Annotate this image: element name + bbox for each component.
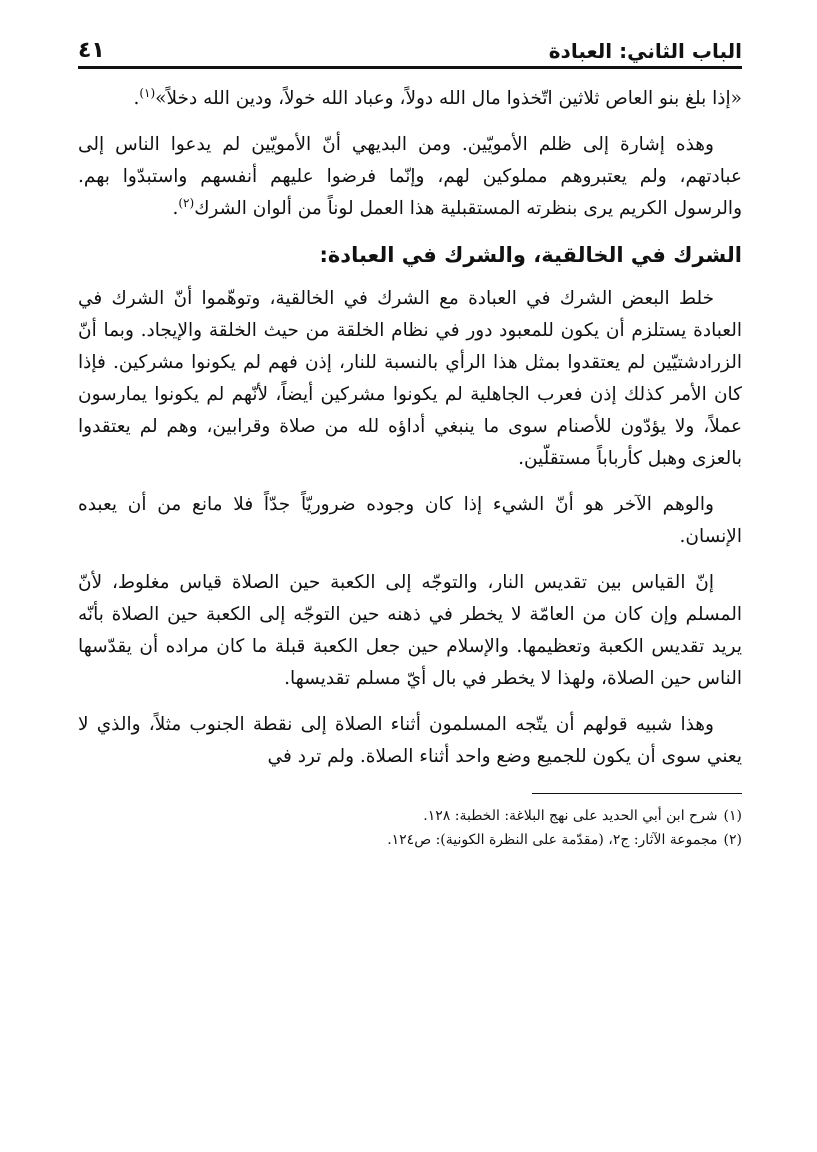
paragraph-text: وهذه إشارة إلى ظلم الأمويّين. ومن البديهي أنّ الأمويّين لم يدعوا الناس إلى عبادتهم، ولم يعتبروهم مملوكين لهم، وإنّما فرضوا عليهم أنفسهم واستبدّوا بهم. والرسول الكريم يرى بنظرته المستقبلية هذا العمل لوناً من ألوان الشرك (78, 134, 742, 219)
footnote-text: مجموعة الآثار: ج٢، (مقدّمة على النظرة الكونية): ص١٢٤. (387, 832, 718, 848)
footnote-ref-1: (١) (139, 85, 156, 100)
footnote (78, 828, 742, 852)
book-page (78, 28, 742, 1128)
page-header (78, 28, 742, 69)
paragraph-tail: . (172, 198, 179, 219)
footnote-separator (532, 793, 742, 794)
paragraph: خلط البعض الشرك في العبادة مع الشرك في الخالقية، وتوهّموا أنّ الشرك في العبادة يستلزم أن يكون للمعبود دور في نظام الخلقة من حيث الخلقة والإيجاد. وبما أنّ الزرادشتيّين لم يعتقدوا بمثل هذا الرأي بالنسبة للنار، إذن فهم لم يكونوا مشركين. فإذا كان الأمر كذلك إذن فعرب الجاهلية لم يكونوا مشركين أيضاً، لأنّهم لم يكونوا يمارسون عملاً، ولا يؤدّون للأصنام سوى ما ينبغي أداؤه لله من صلاة وقرابين، وهم لم يعتقدوا بالعزى وهبل كأرباباً مستقلّين. (78, 288, 742, 469)
footnotes (78, 804, 742, 852)
quote-tail: . (133, 88, 140, 109)
footnote-ref-2: (٢) (178, 195, 195, 210)
footnote-number: (٢) (723, 832, 742, 848)
page-number: ٤١ (78, 38, 105, 63)
footnote (78, 804, 742, 828)
footnote-text: شرح ابن أبي الحديد على نهج البلاغة: الخطبة: ١٢٨. (423, 808, 718, 824)
section-heading: الشرك في الخالقية، والشرك في العبادة: (319, 243, 742, 267)
footnote-number: (١) (723, 808, 742, 824)
quote-paragraph (78, 83, 742, 115)
paragraph: إنّ القياس بين تقديس النار، والتوجّه إلى الكعبة حين الصلاة قياس مغلوط، لأنّ المسلم وإن كان من العامّة لا يخطر في ذهنه حين التوجّه إلى الكعبة حين الصلاة بأنّه يريد تقديس الكعبة وتعظيمها. والإسلام حين جعل الكعبة قبلة ما كان مراده أن يقدّسها الناس حين الصلاة، ولهذا لا يخطر في بال أيّ مسلم تقديسها. (78, 572, 742, 689)
paragraph (78, 129, 742, 225)
paragraph: والوهم الآخر هو أنّ الشيء إذا كان وجوده ضروريّاً جدّاً فلا مانع من أن يعبده الإنسان. (78, 494, 742, 547)
running-title: الباب الثاني: العبادة (548, 39, 742, 63)
page-body (78, 83, 742, 773)
quote-text: «إذا بلغ بنو العاص ثلاثين اتّخذوا مال الله دولاً، وعباد الله خولاً، ودين الله دخلاً» (155, 88, 742, 109)
paragraph: وهذا شبيه قولهم أن يتّجه المسلمون أثناء الصلاة إلى نقطة الجنوب مثلاً، والذي لا يعني سوى أن يكون للجميع وضع واحد أثناء الصلاة. ولم ترد في (78, 714, 742, 767)
